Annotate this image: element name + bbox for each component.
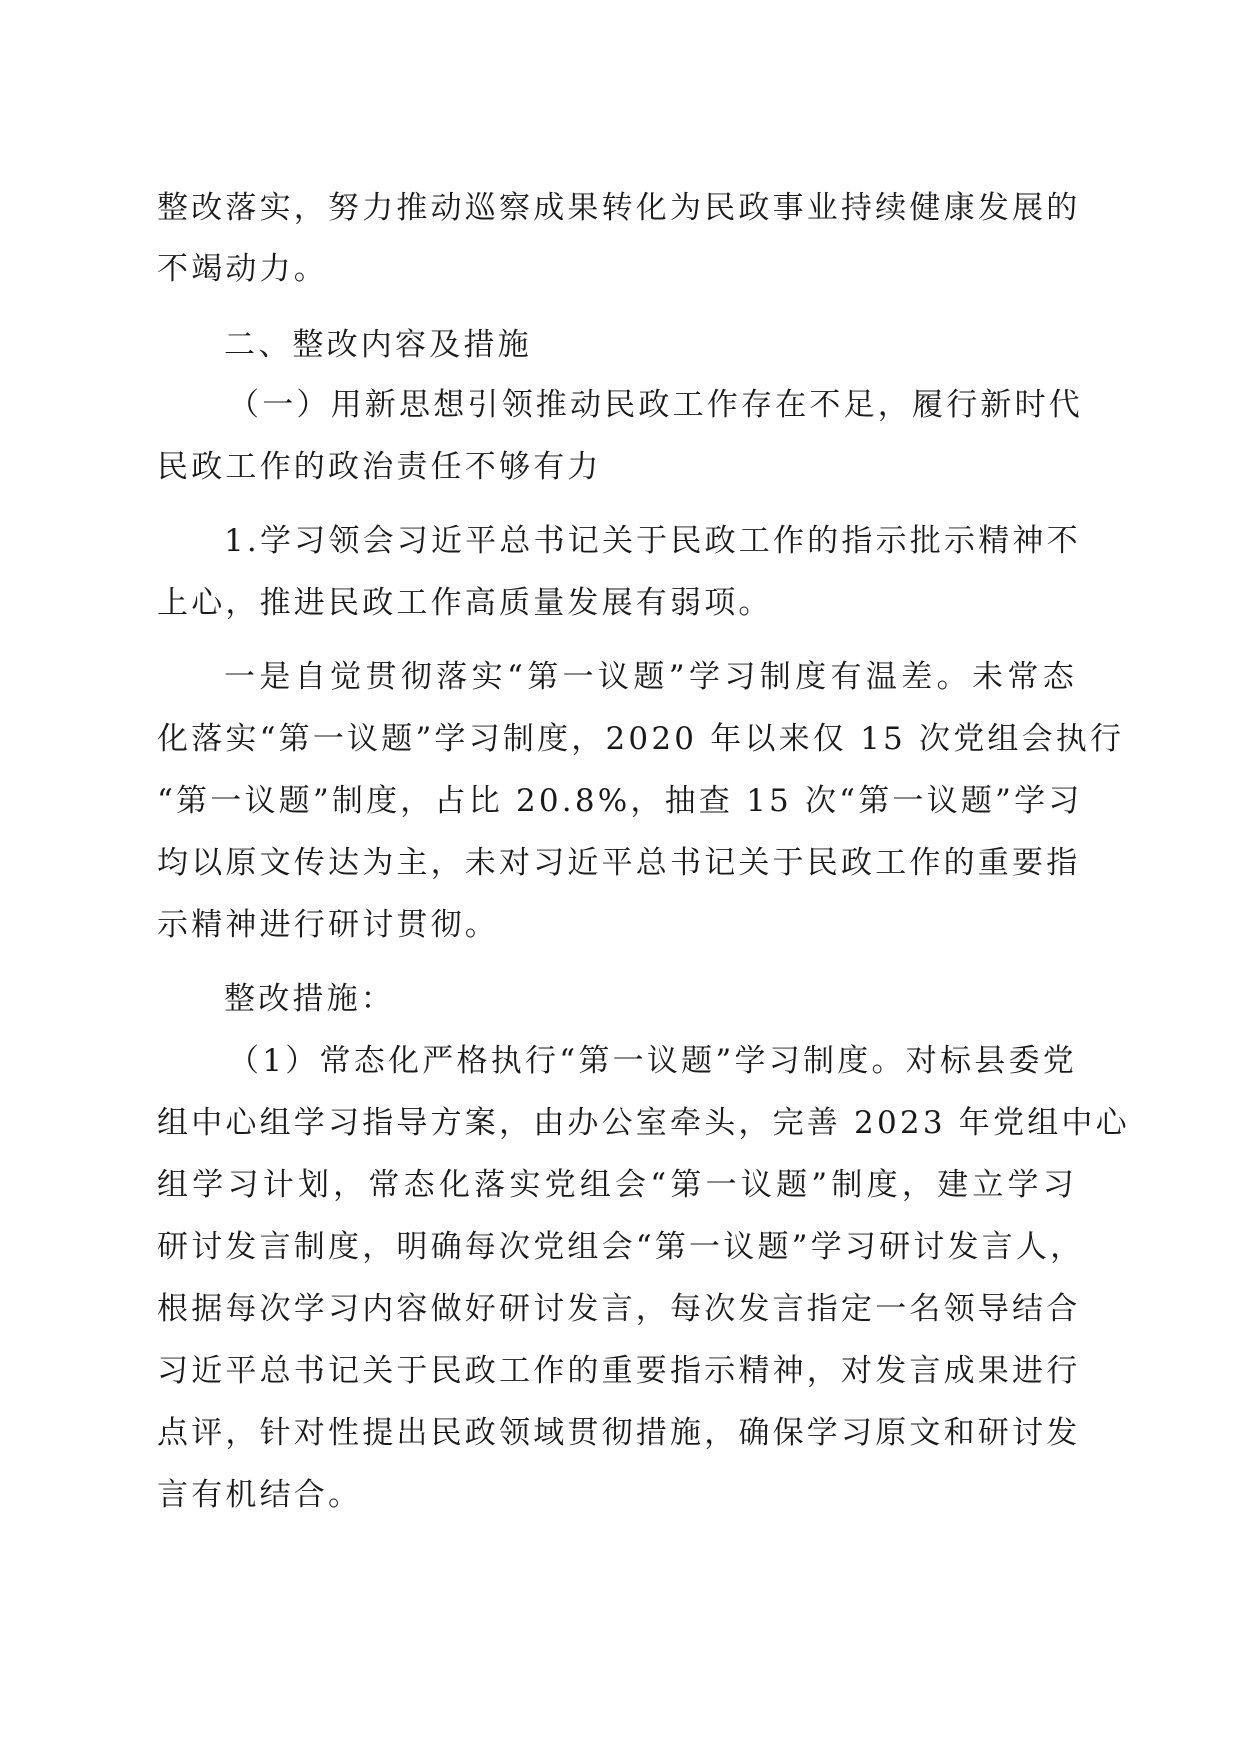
item-heading: 1.学习领会习近平总书记关于民政工作的指示批示精神不	[224, 523, 1081, 559]
text-line: 根据每次学习内容做好研讨发言，每次发言指定一名领导结合	[157, 1291, 1081, 1327]
text-line: （1）常态化严格执行“第一议题”学习制度。对标县委党	[228, 1043, 1077, 1079]
text-line: 化落实“第一议题”学习制度，2020 年以来仅 15 次党组会执行	[157, 721, 1125, 757]
text-line: 示精神进行研讨贯彻。	[157, 907, 499, 943]
text-line: 组学习计划，常态化落实党组会“第一议题”制度，建立学习	[157, 1167, 1077, 1203]
text-line: 整改落实，努力推动巡察成果转化为民政事业持续健康发展的	[157, 190, 1081, 226]
subsection-heading-cont: 民政工作的政治责任不够有力	[157, 449, 602, 485]
text-line: “第一议题”制度，占比 20.8%，抽查 15 次“第一议题”学习	[157, 783, 1083, 819]
text-line: 点评，针对性提出民政领域贯彻措施，确保学习原文和研讨发	[157, 1415, 1081, 1451]
text-line: 组中心组学习指导方案，由办公室牵头，完善 2023 年党组中心	[157, 1105, 1130, 1141]
measures-heading: 整改措施：	[224, 981, 395, 1017]
subsection-heading: （一）用新思想引领推动民政工作存在不足，履行新时代	[228, 387, 1083, 423]
text-line: 一是自觉贯彻落实“第一议题”学习制度有温差。未常态	[224, 659, 1077, 695]
item-heading-cont: 上心，推进民政工作高质量发展有弱项。	[157, 585, 773, 621]
section-heading: 二、整改内容及措施	[224, 327, 532, 363]
text-line: 言有机结合。	[157, 1477, 363, 1513]
text-line: 均以原文传达为主，未对习近平总书记关于民政工作的重要指	[157, 845, 1081, 881]
text-line: 研讨发言制度，明确每次党组会“第一议题”学习研讨发言人，	[157, 1229, 1085, 1265]
text-line: 不竭动力。	[157, 251, 328, 287]
text-line: 习近平总书记关于民政工作的重要指示精神，对发言成果进行	[157, 1353, 1081, 1389]
